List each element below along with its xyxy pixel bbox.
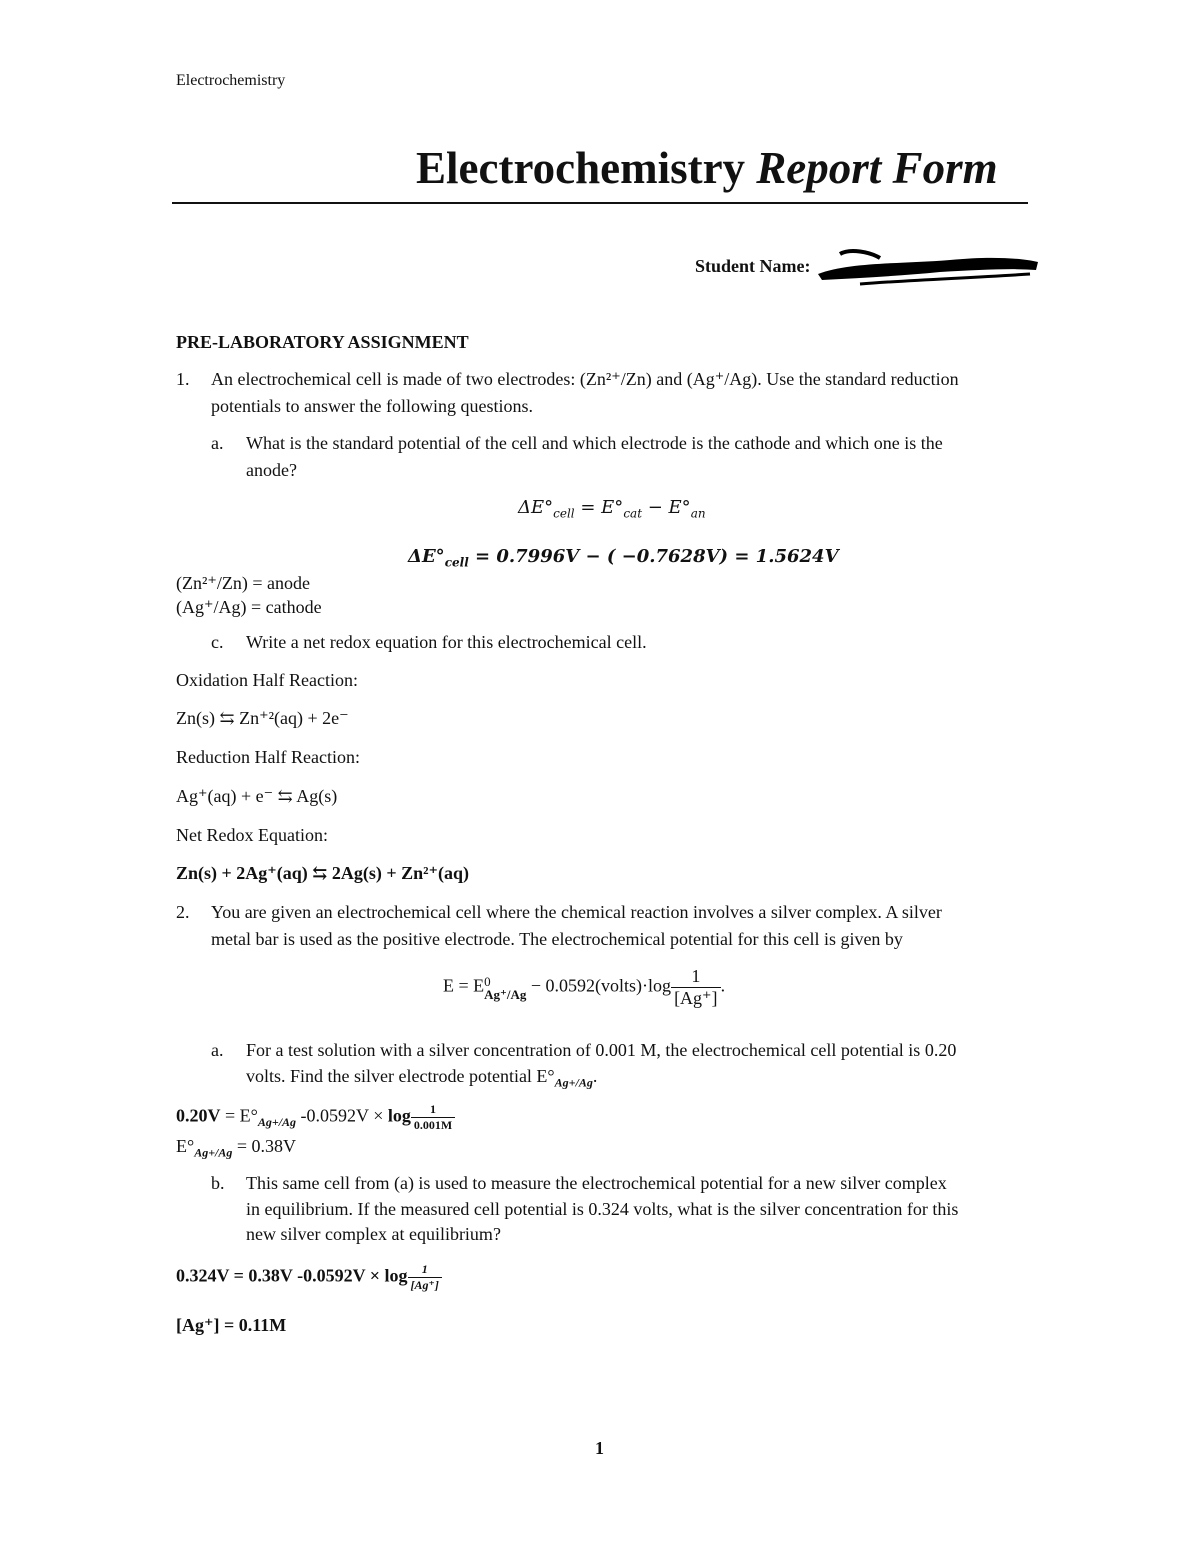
q1-line-2: potentials to answer the following questions.: [211, 396, 533, 416]
q2a-letter: a.: [211, 1040, 224, 1060]
q2-number: 2.: [176, 902, 190, 922]
title-main: Electrochemistry: [416, 143, 746, 193]
q2a-answer-result: $E^\circ_{Ag+/Ag} = 0.38V$: [176, 1136, 297, 1160]
page-title: [416, 142, 998, 194]
reduction-equation: Ag⁺(aq) + e⁻ ⇆ Ag(s): [176, 786, 338, 806]
q2b-letter: b.: [211, 1173, 225, 1193]
running-header: Electrochemistry: [176, 72, 286, 89]
redaction-mark: [810, 244, 1042, 290]
q2b-answer-result: [Ag⁺] = 0.11M: [176, 1315, 287, 1335]
q1-number: 1.: [176, 369, 190, 389]
q1c-letter: c.: [211, 632, 224, 652]
q2-line-2: metal bar is used as the positive electrode. The electrochemical potential for this cell is given by: [211, 929, 903, 949]
q1a-line-1: What is the standard potential of the cell and which electrode is the cathode and which one is the: [246, 433, 943, 453]
q2b-line-1: This same cell from (a) is used to measure the electrochemical potential for a new silver complex: [246, 1173, 947, 1193]
net-redox-label: Net Redox Equation:: [176, 825, 328, 845]
section-heading: PRE-LABORATORY ASSIGNMENT: [176, 332, 469, 352]
q2a-answer-equation: $0.20V = E^\circ_{Ag+/Ag}$ -0.0592V × log $\frac{1}{0.001M}$: [176, 1102, 455, 1133]
equation-cell-potential-value: $\Delta E^\circ_{cell} = 0.7996V$ − ( −0.7628V) = 1.5624V: [408, 546, 839, 570]
answer-anode: (Zn²⁺/Zn) = anode: [176, 573, 311, 593]
title-rule: [172, 202, 1028, 204]
q1a-line-2: anode?: [246, 460, 297, 480]
equation-cell-potential-definition: $\Delta E^\circ_{cell} = E^\circ_{cat} - E^\circ_{an}$: [518, 497, 706, 521]
student-name-label: Student Name:: [695, 256, 811, 276]
page-number: 1: [595, 1438, 604, 1458]
q2a-line-1: For a test solution with a silver concentration of 0.001 M, the electrochemical cell potential is 0.20: [246, 1040, 957, 1060]
oxidation-equation: Zn(s) ⇆ Zn⁺²(aq) + 2e⁻: [176, 708, 349, 728]
q2a-line-2: volts. Find the silver electrode potential $E^\circ_{Ag+/Ag}$.: [246, 1066, 598, 1090]
title-italic: Report Form: [756, 143, 998, 193]
q1a-letter: a.: [211, 433, 224, 453]
q1-line-1: An electrochemical cell is made of two electrodes: (Zn²⁺/Zn) and (Ag⁺/Ag). Use the standard reduction: [211, 369, 959, 389]
q2b-line-2: in equilibrium. If the measured cell potential is 0.324 volts, what is the silver concentration for this: [246, 1199, 959, 1219]
nernst-formula: E = E 0 Ag⁺/Ag − 0.0592(volts)·log $\frac{1}{[Ag^+]}$ .: [443, 966, 726, 1008]
oxidation-label: Oxidation Half Reaction:: [176, 670, 358, 690]
q2b-answer-equation: 0.324V = 0.38V -0.0592V × log $\frac{1}{[Ag^+]}$: [176, 1262, 442, 1293]
answer-cathode: (Ag⁺/Ag) = cathode: [176, 597, 322, 617]
reduction-label: Reduction Half Reaction:: [176, 747, 360, 767]
q2b-line-3: new silver complex at equilibrium?: [246, 1224, 501, 1244]
q2-line-1: You are given an electrochemical cell where the chemical reaction involves a silver complex. A silver: [211, 902, 942, 922]
net-redox-equation: Zn(s) + 2Ag⁺(aq) ⇆ 2Ag(s) + Zn²⁺(aq): [176, 863, 470, 883]
q1c-text: Write a net redox equation for this electrochemical cell.: [246, 632, 647, 652]
